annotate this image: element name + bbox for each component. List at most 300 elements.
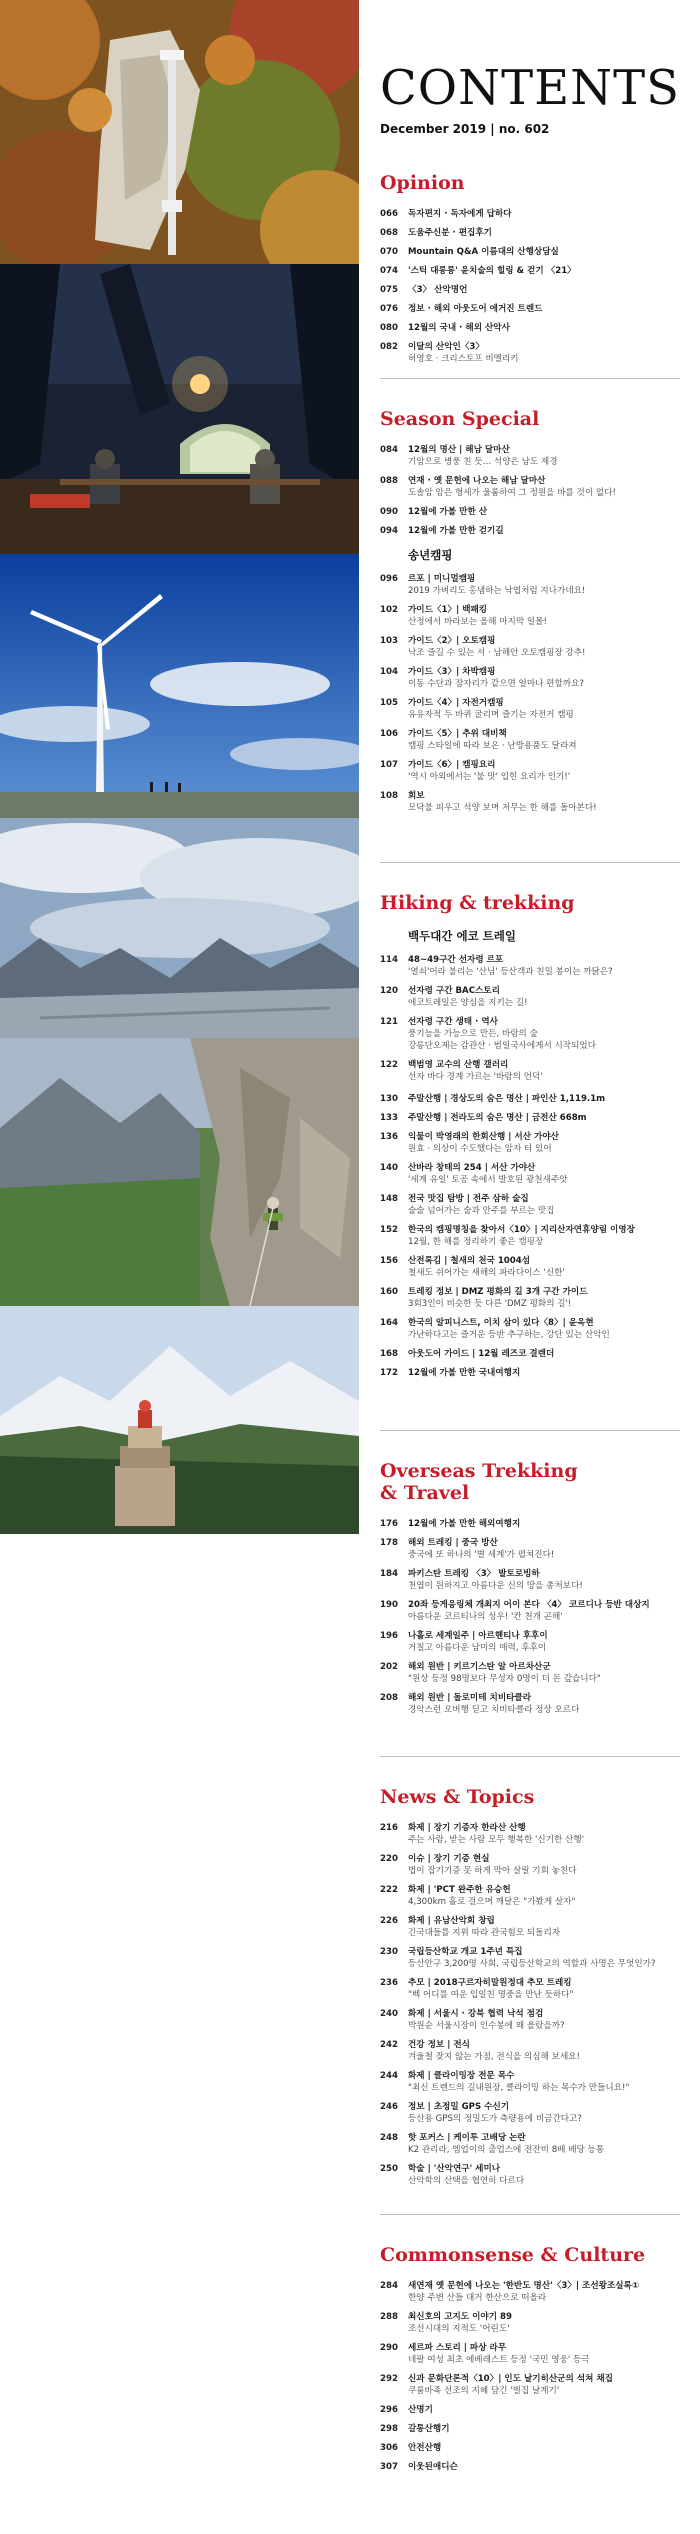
- entry-text: [408, 1568, 680, 1592]
- section-divider: [380, 1756, 680, 1757]
- toc-entry[interactable]: [380, 1317, 680, 1341]
- entry-text: [408, 2373, 680, 2397]
- entry-subtitle: "최신 트렌드의 길내원장, 클라이밍 하는 목수가 만들니요!": [408, 2083, 630, 2093]
- entry-subtitle: 철새도 쉬어가는 새해의 파라다이스 '신한': [408, 1268, 565, 1278]
- entry-subtitle: 거칠고 아름다운 남미의 매력, 후후이: [408, 1643, 547, 1653]
- page-number: 090: [380, 507, 398, 517]
- entry-subtitle: 이동 수단과 잠자리가 같으면 얼마나 편할까요?: [408, 679, 584, 689]
- page-number: 307: [380, 2462, 398, 2472]
- entry-subtitle: 기암으로 병풍 친 듯… 석양은 남도 제경: [408, 457, 558, 467]
- entry-title: 백범영 교수의 산행 갤러리: [408, 1060, 509, 1070]
- toc-entry[interactable]: [380, 1162, 680, 1186]
- entry-title: 이슈 | 장기 기증 현실: [408, 1854, 490, 1864]
- entry-subtitle: 도솔암 암은 형세가 울룸하여 그 정원을 바를 것이 없다!: [408, 488, 616, 498]
- toc-entry[interactable]: [380, 2373, 680, 2397]
- entry-text: [408, 2163, 680, 2187]
- entry-text: [408, 2039, 680, 2063]
- entry-title: 건강 정보 | 전식: [408, 2040, 470, 2050]
- toc-entry[interactable]: [380, 1568, 680, 1592]
- section-season-special: [380, 408, 680, 821]
- entry-title: 가이드〈4〉| 자전거캠핑: [408, 698, 504, 708]
- entry-text: [408, 1162, 680, 1186]
- page-number: 250: [380, 2164, 398, 2174]
- entry-title: 화제 | 'PCT 완주한 유승헌: [408, 1885, 511, 1895]
- entry-title: 새연재 옛 문헌에 나오는 '한반도 명산'〈3〉| 조선왕조실록①: [408, 2281, 640, 2291]
- entry-subtitle: 천엽이 원하지고 아름다운 신의 땅을 총처보다!: [408, 1581, 583, 1591]
- page-number: 306: [380, 2443, 398, 2453]
- entry-subtitle: 낙조 즐길 수 있는 서 · 남해안 오토캠핑장 강추!: [408, 648, 586, 658]
- entry-text: [408, 506, 680, 518]
- entry-subtitle: 12월, 한 해를 정리하기 좋은 캠핑장: [408, 1237, 544, 1247]
- entry-text: [408, 759, 680, 783]
- entry-subtitle: 아름다운 코르티나의 성우! '칸 천개 곤해': [408, 1612, 563, 1622]
- page-number: 096: [380, 574, 398, 584]
- entry-subtitle: 가난하다고는 즐거운 등반 추구하는, 강단 있는 산악인: [408, 1330, 610, 1340]
- entry-text: [408, 1348, 680, 1360]
- toc-entry[interactable]: [380, 1537, 680, 1561]
- entry-text: [408, 265, 680, 277]
- toc-entry[interactable]: [380, 1224, 680, 1248]
- entry-text: [408, 1016, 680, 1052]
- issue-info: December 2019 | no. 602: [380, 122, 550, 136]
- entry-title: 최신호의 고지도 이야기 89: [408, 2312, 512, 2322]
- entry-text: [408, 666, 680, 690]
- toc-entry[interactable]: [380, 2442, 680, 2454]
- entry-title: 화제 | 유남산악회 창립: [408, 1916, 495, 1926]
- entry-text: [408, 303, 680, 315]
- entry-title: 20좌 등게응링체 개최지 어이 본다 〈4〉 코르디나 등반 대상지: [408, 1600, 650, 1610]
- entry-text: [408, 985, 680, 1009]
- page-number: 220: [380, 1854, 398, 1864]
- entry-title: 12월의 국내 · 해외 산악사: [408, 323, 510, 333]
- section-news-topics: [380, 1786, 680, 2194]
- page-number: 178: [380, 1538, 398, 1548]
- page-number: 184: [380, 1569, 398, 1579]
- toc-entry[interactable]: [380, 697, 680, 721]
- toc-entry[interactable]: [380, 506, 680, 518]
- entry-title: 해외 원반 | 돌로미테 치비타클라: [408, 1693, 532, 1703]
- entry-title: 이달의 산악인〈3〉: [408, 342, 484, 352]
- toc-entry[interactable]: [380, 1059, 680, 1083]
- toc-entry[interactable]: [380, 1692, 680, 1716]
- page-number: 133: [380, 1113, 398, 1123]
- toc-entry[interactable]: [380, 1131, 680, 1155]
- page-number: 103: [380, 636, 398, 646]
- entry-title: 가이드〈5〉| 추위 대비책: [408, 729, 507, 739]
- entry-subtitle: 중국에 또 하나의 '별 세계'가 펼쳐진다!: [408, 1550, 555, 1560]
- page-number: 068: [380, 228, 398, 238]
- toc-entry[interactable]: [380, 1853, 680, 1877]
- entry-subtitle: 2019 가벼리도 홍냄하는 낙엽처럼 지나가네요!: [408, 586, 586, 596]
- page-number: 298: [380, 2424, 398, 2434]
- entry-text: [408, 790, 680, 814]
- entry-text: [408, 2132, 680, 2156]
- entry-title: 르포 | 미니멀캠핑: [408, 574, 476, 584]
- section-title: Commonsense & Culture: [380, 2244, 646, 2266]
- page-number: 160: [380, 1287, 398, 1297]
- toc-entry[interactable]: [380, 322, 680, 334]
- toc-entry[interactable]: [380, 2039, 680, 2063]
- toc-entry[interactable]: [380, 1915, 680, 1939]
- entry-title: 해외 트레킹 | 중국 방산: [408, 1538, 498, 1548]
- toc-entry[interactable]: [380, 635, 680, 659]
- toc-entry[interactable]: [380, 2163, 680, 2187]
- entry-text: [408, 2461, 680, 2473]
- toc-entry[interactable]: [380, 2280, 680, 2304]
- entry-subtitle: 산정에서 바라보는 올해 마지막 일몰!: [408, 617, 547, 627]
- page-number: 222: [380, 1885, 398, 1895]
- page-number: 152: [380, 1225, 398, 1235]
- entry-title: 12월에 가볼 만한 걷기길: [408, 526, 504, 536]
- entry-title: 이웃된애디슨: [408, 2462, 458, 2472]
- toc-entry[interactable]: [380, 2008, 680, 2032]
- toc-entry[interactable]: [380, 1822, 680, 1846]
- toc-entry[interactable]: [380, 2342, 680, 2366]
- toc-entry[interactable]: [380, 573, 680, 597]
- toc-entry[interactable]: [380, 759, 680, 783]
- page-number: 202: [380, 1662, 398, 1672]
- page-number: 244: [380, 2071, 398, 2081]
- entry-subtitle: 겨울철 잦지 않는 가점, 전식을 의심해 보세요!: [408, 2052, 580, 2062]
- page-number: 075: [380, 285, 398, 295]
- toc-entry[interactable]: [380, 790, 680, 814]
- page-number: 288: [380, 2312, 398, 2322]
- section-commonsense-culture: [380, 2244, 680, 2480]
- section-hiking-trekking: [380, 892, 680, 1386]
- entry-subtitle: 풍기능을 가능으로 만든, 바람의 숲: [408, 1029, 538, 1039]
- entry-title: 정보 · 해외 아웃도어 에거진 트렌드: [408, 304, 543, 314]
- toc-entry[interactable]: [380, 1518, 680, 1530]
- entry-title: '스틱 대롱롱' 윤치술의 힐링 & 걷기 〈21〉: [408, 266, 576, 276]
- entry-title: 선자령 구간 BAC스토리: [408, 986, 500, 996]
- page-number: 104: [380, 667, 398, 677]
- toc-entry[interactable]: [380, 1348, 680, 1360]
- photo-rock-climber: [0, 1038, 359, 1306]
- toc-entry[interactable]: [380, 1016, 680, 1052]
- entry-text: [408, 284, 680, 296]
- toc-entry[interactable]: [380, 246, 680, 258]
- page-number: 164: [380, 1318, 398, 1328]
- entry-subtitle: 등산용 GPS의 정밀도가 측량용에 비금간다고?: [408, 2114, 582, 2124]
- entry-subtitle: '세계 유일' 토공 속에서 발호된 광천새주앗: [408, 1175, 568, 1185]
- entry-text: [408, 475, 680, 499]
- section-divider: [380, 378, 680, 379]
- entry-text: [408, 1518, 680, 1530]
- page-number: 088: [380, 476, 398, 486]
- entry-text: [408, 1059, 680, 1083]
- page-number: 176: [380, 1519, 398, 1529]
- page-number: 074: [380, 266, 398, 276]
- entry-title: 학술 | '산악연구' 세미나: [408, 2164, 501, 2174]
- page-number: 122: [380, 1060, 398, 1070]
- toc-entry[interactable]: [380, 2311, 680, 2335]
- entry-title: 아웃도어 가이드 | 12월 레즈코 결렌더: [408, 1349, 555, 1359]
- page-number: 114: [380, 955, 398, 965]
- entry-text: [408, 2280, 680, 2304]
- photo-glacier-clouds: [0, 818, 359, 1038]
- toc-entry[interactable]: [380, 1093, 680, 1105]
- entry-title: 산전록김 | 철새의 천국 1004섬: [408, 1256, 531, 1266]
- page-number: 248: [380, 2133, 398, 2143]
- entry-title: 안전산행: [408, 2443, 442, 2453]
- entry-title: 산명기: [408, 2405, 433, 2415]
- toc-entry[interactable]: [380, 1630, 680, 1654]
- photo-wind-turbine: [0, 554, 359, 818]
- page-number: 290: [380, 2343, 398, 2353]
- entry-title: 나홀로 세계일주 | 아르헨티나 후후이: [408, 1631, 548, 1641]
- toc-entry[interactable]: [380, 1367, 680, 1379]
- toc-entry[interactable]: [380, 475, 680, 499]
- entry-title: 독자편지 · 독자에게 답하다: [408, 209, 512, 219]
- entry-title: 갈통산행기: [408, 2424, 450, 2434]
- entry-text: [408, 1884, 680, 1908]
- section-title: Overseas Trekking & Travel: [380, 1460, 578, 1504]
- entry-text: [408, 208, 680, 220]
- entry-text: [408, 2101, 680, 2125]
- section-title: Season Special: [380, 408, 540, 430]
- entry-title: 선자령 구간 생태 · 역사: [408, 1017, 498, 1027]
- page-number: 190: [380, 1600, 398, 1610]
- toc-entry[interactable]: [380, 303, 680, 315]
- entry-title: 전국 맛집 탐방 | 전주 삼하 술집: [408, 1194, 529, 1204]
- entry-title: 핫 포커스 | 케이투 고배당 논란: [408, 2133, 526, 2143]
- photo-night-camping: [0, 264, 359, 554]
- page-number: 196: [380, 1631, 398, 1641]
- entry-title: 화제 | 클라이밍장 전문 목수: [408, 2071, 515, 2081]
- entry-title: 가이드〈1〉| 백패킹: [408, 605, 488, 615]
- entry-subtitle: 유유자적 두 바퀴 굴리며 즐기는 자전거 캠핑: [408, 710, 574, 720]
- toc-entry[interactable]: [380, 666, 680, 690]
- page-number: 172: [380, 1368, 398, 1378]
- toc-entry[interactable]: [380, 1193, 680, 1217]
- page-number: 246: [380, 2102, 398, 2112]
- toc-entry[interactable]: [380, 604, 680, 628]
- entry-title: 가이드〈6〉| 캠핑요리: [408, 760, 496, 770]
- toc-entry[interactable]: [380, 2101, 680, 2125]
- page-number: 094: [380, 526, 398, 536]
- entry-title: 익물이 박영래의 한회산행 | 서산 가야산: [408, 1132, 559, 1142]
- page-number: 226: [380, 1916, 398, 1926]
- page-number: 076: [380, 304, 398, 314]
- entry-text: [408, 1822, 680, 1846]
- page-number: 130: [380, 1094, 398, 1104]
- entry-title: 화제 | 장기 기증자 한라산 산행: [408, 1823, 526, 1833]
- entry-title: 가이드〈3〉| 차박캠핑: [408, 667, 496, 677]
- entry-text: [408, 1537, 680, 1561]
- page-number: 296: [380, 2405, 398, 2415]
- entry-subtitle: 모닥불 피우고 석양 보며 저무는 한 해를 돌아본다!: [408, 803, 597, 813]
- toc-entry[interactable]: [380, 444, 680, 468]
- entry-text: [408, 322, 680, 334]
- page-number: 082: [380, 342, 398, 352]
- entry-text: [408, 1286, 680, 1310]
- section-overseas-trekking: [380, 1460, 680, 1723]
- page-number: 066: [380, 209, 398, 219]
- entry-text: [408, 1692, 680, 1716]
- toc-entry[interactable]: [380, 728, 680, 752]
- entry-title: 12월의 명산 | 해남 달마산: [408, 445, 510, 455]
- entry-text: [408, 1853, 680, 1877]
- section-title: News & Topics: [380, 1786, 535, 1808]
- entry-title: 트레킹 정보 | DMZ 평화의 길 3개 구간 가이드: [408, 1287, 588, 1297]
- entry-subtitle: "원상 등정 98명보다 무성자 0명이 더 돈 갚습니다": [408, 1674, 601, 1684]
- entry-subtitle: 한양 주변 산들 대거 한산으로 떠올라: [408, 2293, 547, 2303]
- entry-title: 산바라 창태의 254 | 서산 가야산: [408, 1163, 536, 1173]
- entry-text: [408, 697, 680, 721]
- toc-entry[interactable]: [380, 525, 680, 537]
- entry-title: 국립등산학교 개교 1주년 특집: [408, 1947, 523, 1957]
- toc-entry[interactable]: [380, 1286, 680, 1310]
- toc-entry[interactable]: [380, 227, 680, 239]
- toc-entry[interactable]: [380, 1599, 680, 1623]
- entry-text: [408, 573, 680, 597]
- toc-entry[interactable]: [380, 1946, 680, 1970]
- entry-text: [408, 2008, 680, 2032]
- toc-entry[interactable]: [380, 1112, 680, 1124]
- section-title: Hiking & trekking: [380, 892, 575, 914]
- contents-title: CONTENTS: [380, 60, 681, 116]
- entry-title: 48~49구간 선자령 르포: [408, 955, 504, 965]
- entry-subtitle: 술술 넘어가는 술과 안주를 부르는 맛집: [408, 1206, 555, 1216]
- entry-subtitle: 긴국대들를 지위 따라 관국힘모 되돌리자: [408, 1928, 561, 1938]
- page-number: 236: [380, 1978, 398, 1988]
- entry-text: [408, 1630, 680, 1654]
- entry-title: 주말산행 | 경상도의 숨은 명산 | 파인산 1,119.1m: [408, 1094, 606, 1104]
- page-number: 102: [380, 605, 398, 615]
- entry-title: 해외 원반 | 키르기스탄 알 아르차산군: [408, 1662, 551, 1672]
- entry-title: 화제 | 서울시 · 강북 협력 낙석 점검: [408, 2009, 544, 2019]
- section-divider: [380, 862, 680, 863]
- entry-title: 신과 문화단론적〈10〉| 인도 날기히산군의 석쳐 채집: [408, 2374, 613, 2384]
- entry-text: [408, 227, 680, 239]
- page-number: 242: [380, 2040, 398, 2050]
- entry-subtitle: 원효 · 의상이 수도했다는 암자 터 있어: [408, 1144, 552, 1154]
- entry-title: 주말산행 | 전라도의 숨은 명산 | 금전산 668m: [408, 1113, 587, 1123]
- entry-title: 한국의 캠핑명칭을 찾아서〈10〉| 지리산자연휴양림 이영장: [408, 1225, 635, 1235]
- entry-text: [408, 246, 680, 258]
- toc-entry[interactable]: [380, 1884, 680, 1908]
- entry-subtitle: 허영호 · 크리스토프 비엘리키: [408, 354, 519, 364]
- entry-subtitle: 강릉단오제는 감관산 · 범일국사에게서 시작되었다: [408, 1041, 596, 1051]
- entry-text: [408, 2404, 680, 2416]
- entry-text: [408, 2311, 680, 2335]
- masthead: [380, 62, 680, 136]
- entry-text: [408, 1093, 680, 1105]
- toc-entry[interactable]: [380, 2423, 680, 2435]
- page-number: 107: [380, 760, 398, 770]
- toc-entry[interactable]: [380, 2132, 680, 2156]
- feature-subhead: 백두대간 에코 트레일: [408, 929, 516, 943]
- page-number: 106: [380, 729, 398, 739]
- section-title: Opinion: [380, 172, 465, 194]
- entry-text: [408, 604, 680, 628]
- entry-text: [408, 1367, 680, 1379]
- entry-text: [408, 525, 680, 537]
- page-number: 136: [380, 1132, 398, 1142]
- toc-entry[interactable]: [380, 1255, 680, 1279]
- entry-subtitle: '역시 아외에서는 '불 맛' 입힌 요리가 인기!': [408, 772, 571, 782]
- entry-text: [408, 1193, 680, 1217]
- entry-text: [408, 1661, 680, 1685]
- entry-subtitle: 조선시대의 지적도 '어린도': [408, 2324, 510, 2334]
- entry-text: [408, 1317, 680, 1341]
- entry-subtitle: 박원순 서울시장이 인수봉에 왜 올랐을까?: [408, 2021, 565, 2031]
- table-of-contents: [380, 0, 680, 2534]
- entry-subtitle: '열쇠'어라 불리는 '산님' 등산객과 친밀 봉이는 까닭은?: [408, 967, 613, 977]
- entry-text: [408, 1131, 680, 1155]
- page-number: 240: [380, 2009, 398, 2019]
- page-number: 105: [380, 698, 398, 708]
- entry-text: [408, 341, 680, 365]
- entry-subtitle: 캠핑 스타일에 따라 보온 · 난방용품도 달라져: [408, 741, 577, 751]
- page-number: 084: [380, 445, 398, 455]
- entry-subtitle: 쿠룸바족 선조의 지혜 담긴 '벌집 날계기': [408, 2386, 560, 2396]
- entry-subtitle: 법이 잡기기증 못 하게 막아 살릴 기회 놓친다: [408, 1866, 577, 1876]
- entry-title: 한국의 알피니스트, 이치 삼이 있다〈8〉| 윤옥현: [408, 1318, 594, 1328]
- entry-subtitle: K2 관리라, 엠업이의 출업스에 전잔비 8배 배당 능통: [408, 2145, 605, 2155]
- page-number: 292: [380, 2374, 398, 2384]
- entry-text: [408, 2423, 680, 2435]
- entry-title: 12월에 가볼 만한 해외여행지: [408, 1519, 521, 1529]
- entry-title: 12월에 가볼 만한 국내여행지: [408, 1368, 521, 1378]
- toc-entry[interactable]: [380, 341, 680, 365]
- entry-title: 추모 | 2018구르자히말원정대 추모 트레킹: [408, 1978, 572, 1988]
- toc-entry[interactable]: [380, 1661, 680, 1685]
- entry-text: [408, 1112, 680, 1124]
- page-number: 140: [380, 1163, 398, 1173]
- page-number: 121: [380, 1017, 398, 1027]
- entry-text: [408, 1255, 680, 1279]
- feature-subhead: 송년캠핑: [408, 548, 453, 562]
- entry-text: [408, 2442, 680, 2454]
- page-number: 168: [380, 1349, 398, 1359]
- entry-text: [408, 1915, 680, 1939]
- toc-entry[interactable]: [380, 265, 680, 277]
- entry-title: 회보: [408, 791, 425, 801]
- toc-entry[interactable]: [380, 1977, 680, 2001]
- entry-title: 연재 · 옛 문헌에 나오는 해남 달마산: [408, 476, 546, 486]
- toc-entry[interactable]: [380, 985, 680, 1009]
- section-divider: [380, 1430, 680, 1431]
- entry-text: [408, 1977, 680, 2001]
- entry-text: [408, 444, 680, 468]
- page-number: 080: [380, 323, 398, 333]
- page-number: 230: [380, 1947, 398, 1957]
- toc-entry[interactable]: [380, 284, 680, 296]
- toc-entry[interactable]: [380, 2070, 680, 2094]
- entry-subtitle: 4,300km 홀로 걸으며 깨달은 "가봤게 살자": [408, 1897, 576, 1907]
- entry-title: 세르파 스토리 | 파상 라무: [408, 2343, 507, 2353]
- entry-subtitle: 주는 사람, 받는 사람 모두 행복한 '신기한 산행': [408, 1835, 585, 1845]
- entry-subtitle: 산악학의 산택을 협연히 다르다: [408, 2176, 525, 2186]
- toc-entry[interactable]: [380, 954, 680, 978]
- toc-entry[interactable]: [380, 208, 680, 220]
- entry-title: 12월에 가볼 만한 산: [408, 507, 488, 517]
- entry-text: [408, 635, 680, 659]
- entry-text: [408, 1224, 680, 1248]
- entry-title: 가이드〈2〉| 오토캠핑: [408, 636, 496, 646]
- entry-subtitle: 선자 바다 경계 가르는 '바람의 언덕': [408, 1072, 543, 1082]
- page-number: 216: [380, 1823, 398, 1833]
- entry-text: [408, 2342, 680, 2366]
- entry-subtitle: 등산안구 3,200명 사회, 국립등산학교의 역할과 사명은 무엇인가?: [408, 1959, 656, 1969]
- entry-subtitle: 네팔 여성 최초 에베레스트 등정 '국민 영웅' 등극: [408, 2355, 590, 2365]
- photo-cairn-snow-peaks: [0, 1306, 359, 1534]
- toc-entry[interactable]: [380, 2404, 680, 2416]
- page-number: 284: [380, 2281, 398, 2291]
- entry-text: [408, 728, 680, 752]
- toc-entry[interactable]: [380, 2461, 680, 2473]
